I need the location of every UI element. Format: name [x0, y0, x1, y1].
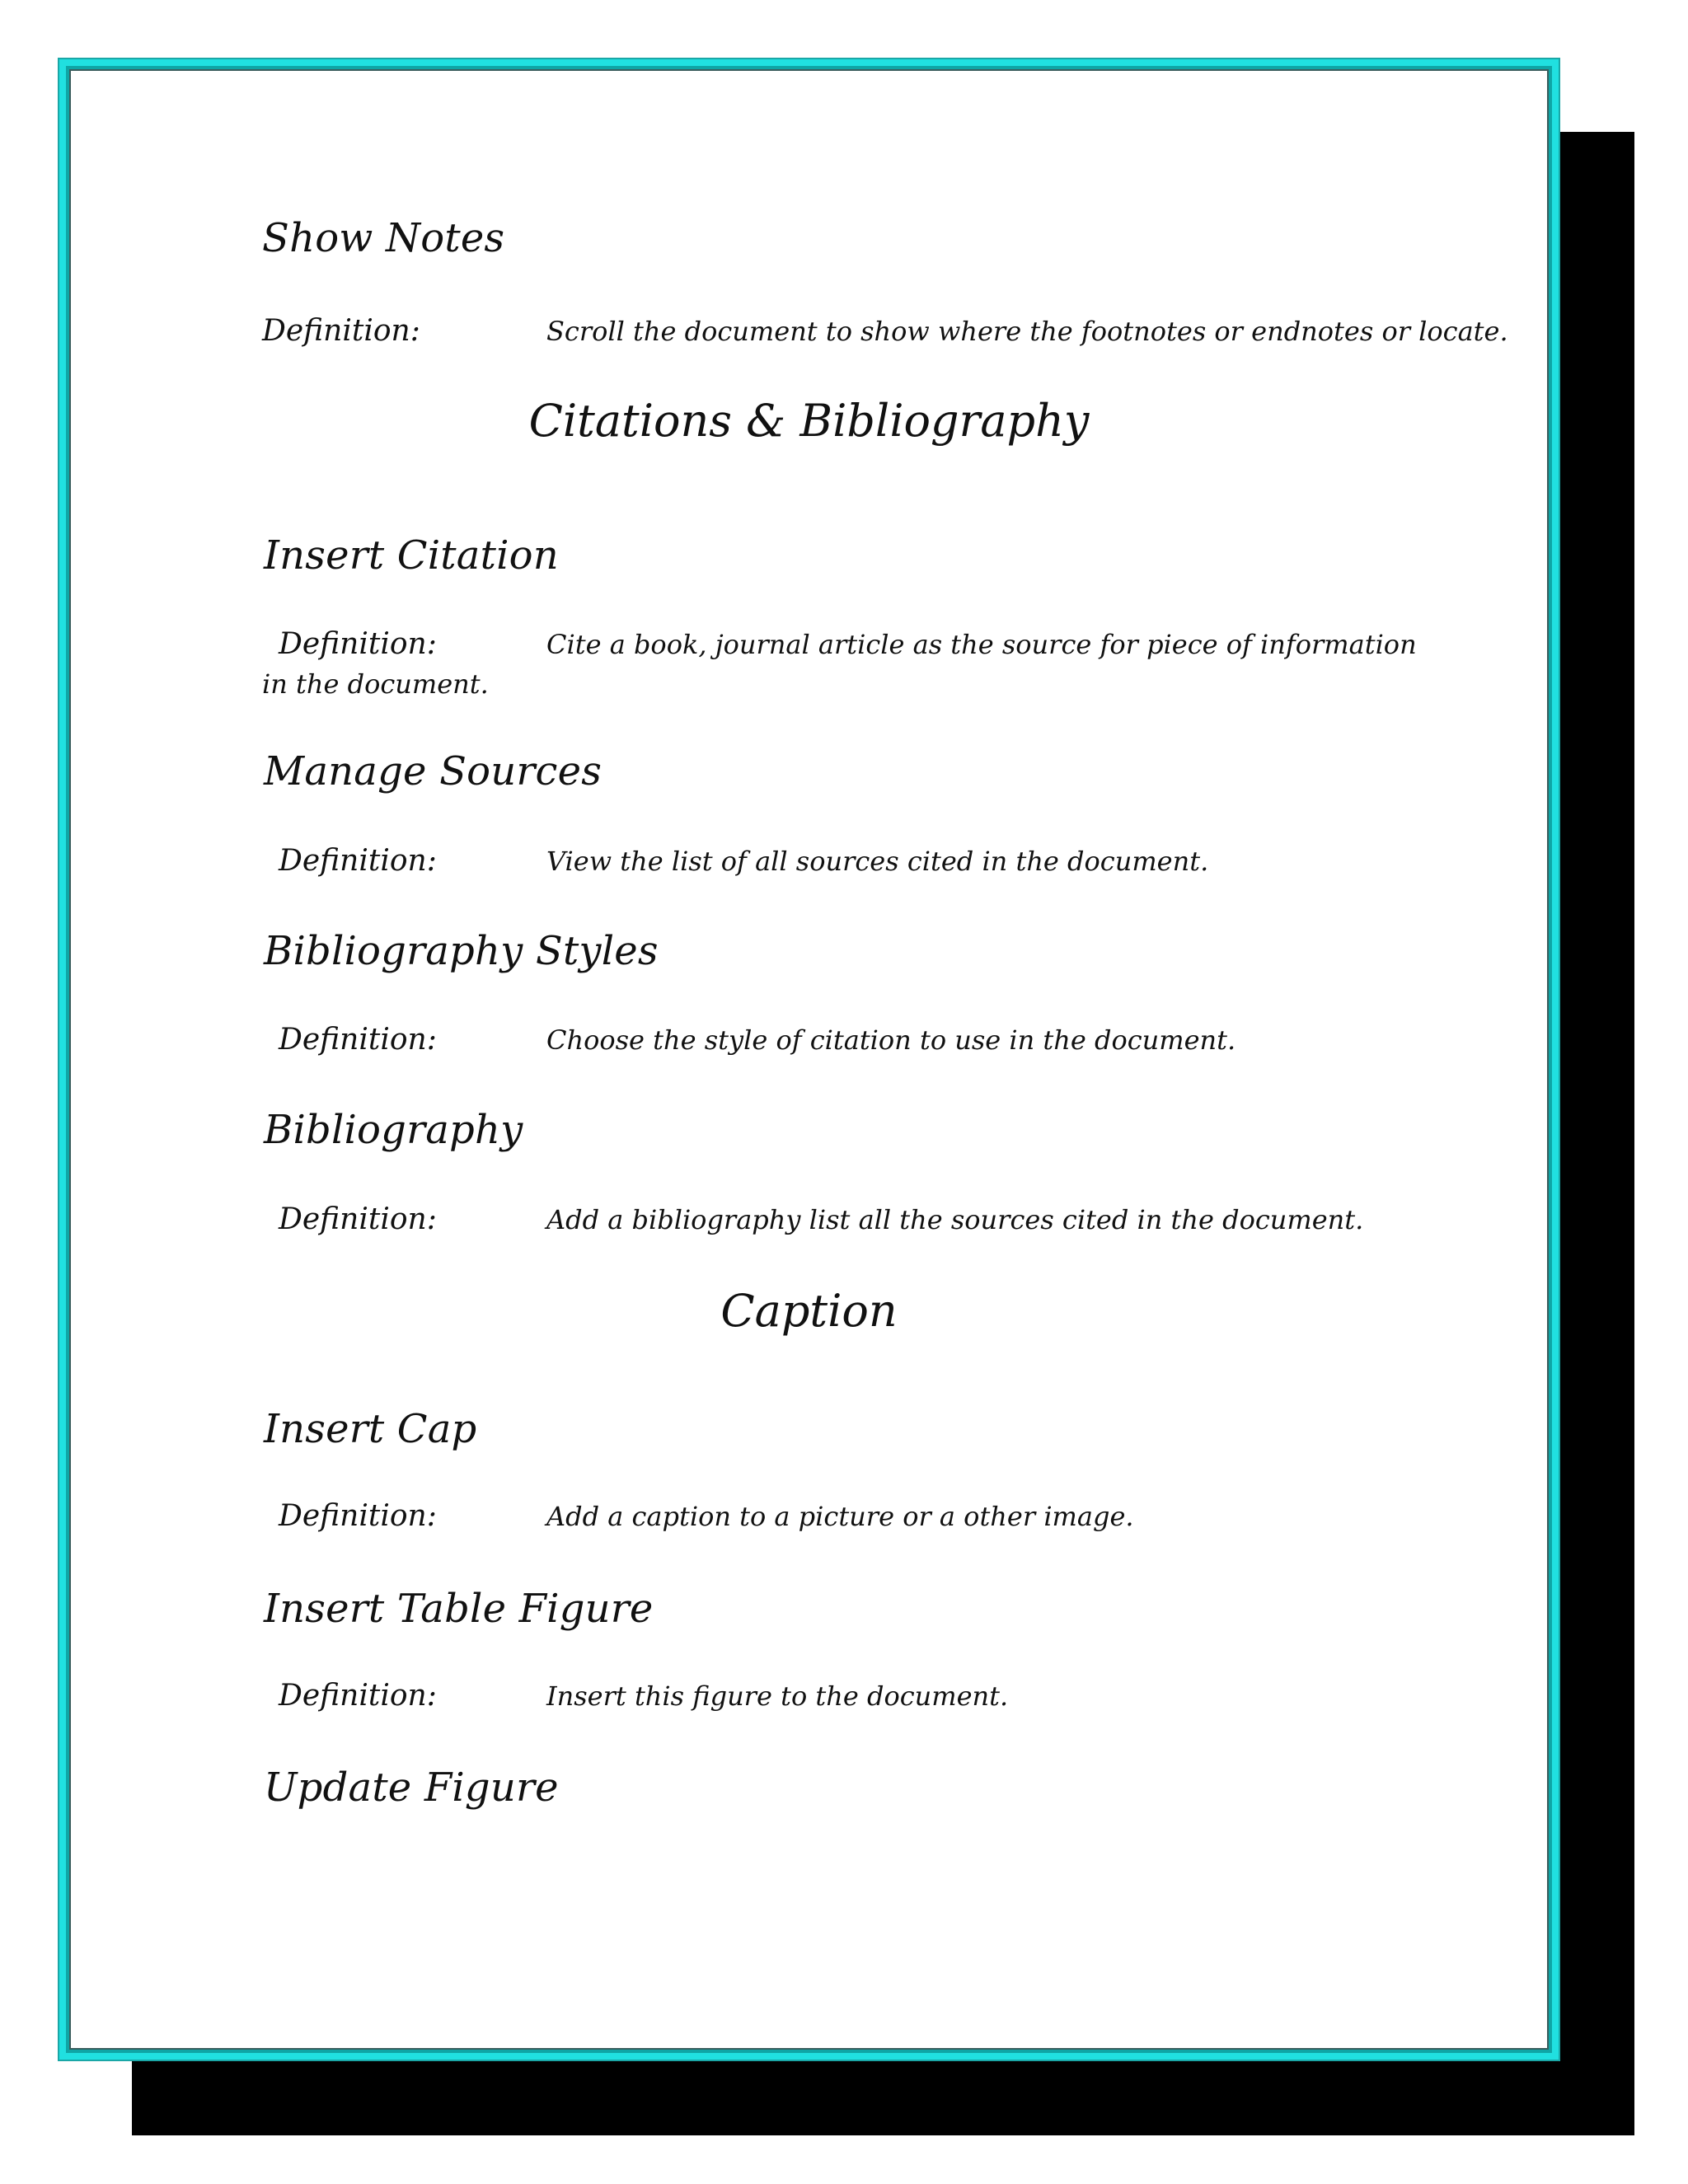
definition-label: Definition: [279, 1679, 437, 1713]
entry-title-insert-table-figure: Insert Table Figure [264, 1586, 654, 1632]
definition-text: Add a caption to a picture or a other image. [546, 1501, 1134, 1532]
definition-label: Definition: [279, 1023, 437, 1057]
definition-text: Choose the style of citation to use in the document. [546, 1024, 1236, 1056]
definition-label: Definition: [279, 1202, 437, 1236]
page-frame-inner [66, 66, 1552, 2053]
entry-title-manage-sources: Manage Sources [264, 748, 603, 794]
entry-title-bibliography-styles: Bibliography Styles [264, 928, 659, 974]
document-content [71, 71, 1547, 2048]
entry-title-show-notes: Show Notes [262, 215, 505, 261]
section-title-caption: Caption [720, 1285, 898, 1337]
definition-label: Definition: [262, 314, 420, 348]
definition-label: Definition: [279, 844, 437, 878]
entry-title-insert-citation: Insert Citation [264, 532, 559, 579]
definition-text: Add a bibliography list all the sources cited in the document. [546, 1204, 1364, 1235]
definition-label: Definition: [279, 627, 437, 661]
definition-row-insert-citation [262, 625, 1432, 704]
entry-title-update-figure: Update Figure [264, 1765, 559, 1811]
definition-text: View the list of all sources cited in the document. [546, 846, 1209, 877]
definition-text: Scroll the document to show where the footnotes or endnotes or locate. [546, 316, 1508, 347]
document-page [69, 69, 1549, 2050]
definition-text: Cite a book, journal article as the source for piece of information in the document. [262, 629, 1417, 700]
definition-text: Insert this figure to the document. [546, 1680, 1009, 1712]
definition-label: Definition: [279, 1499, 437, 1533]
section-title-citations: Citations & Bibliography [528, 395, 1090, 447]
page-frame [58, 58, 1560, 2061]
entry-title-bibliography: Bibliography [264, 1107, 523, 1153]
entry-title-insert-cap: Insert Cap [264, 1406, 477, 1452]
